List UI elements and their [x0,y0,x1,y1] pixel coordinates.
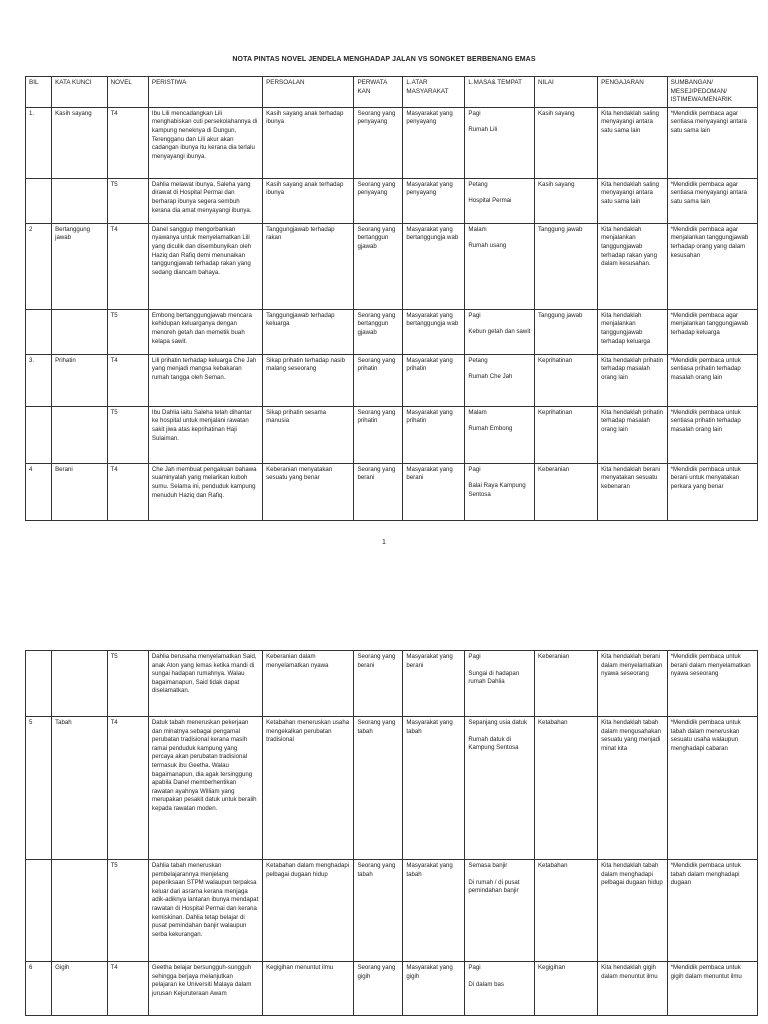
latar-masa-tempat-cell [465,860,535,962]
header-latar-masyarakat: L.ATAR MASYARAKAT [403,77,465,108]
header-peristiwa: PERISTIWA [148,77,262,108]
peristiwa-cell: Dahlia tabah meneruskan pembelajarannya menjelang peperiksaan STPM walaupun terpaksa keluar dari asrama kerana menjaga adik-adiknya lantaran ibunya mendapat rawatan di Hospital Permai dan kerana kemiskinan. Dahlia tetap belajar di pusat pemindahan banjir walaupun serba kekurangan. [148,860,262,962]
pengajaran-cell: Kita hendaklah menjalankan tanggungjawab terhadap rakan yang dalam kesusahan. [598,223,668,309]
latar-tempat-text: Hospital Permai [468,197,512,205]
persoalan-cell: Sikap prihatin sesama manusia [263,406,354,463]
latar-masa-tempat-cell [465,309,535,354]
kata-kunci-cell [52,178,107,223]
sumbangan-cell: *Mendidik pembaca agar sentiasa menyayangi antara satu sama lain [667,107,757,178]
sumbangan-cell: *Mendidik pembaca untuk sentiasa prihatin terhadap masalah orang lain [667,406,757,463]
header-nilai: NILAI [534,77,597,108]
latar-masyarakat-cell: Masyarakat yang bertanggungja wab [403,223,465,309]
latar-tempat-text: Rumah usang [468,242,507,250]
peristiwa-cell: Lili prihatin terhadap keluarga Che Jah yang menjadi mangsa kebakaran rumah tangga oleh Seman. [148,354,262,406]
peristiwa-cell: Dahlia melawat ibunya, Saleha yang dirawat di Hospital Permai dan berharap ibunya segera sembuh kerana dia amat menyayangi ibunya. [148,178,262,223]
sumbangan-cell: *Mendidik pembaca agar sentiasa menyayangi antara satu sama lain [667,178,757,223]
persoalan-cell: Tanggungjawab terhadap rakan [263,223,354,309]
persoalan-cell: Ketabahan meneruskan usaha mengekalkan perubatan tradisional [263,717,354,860]
pengajaran-cell: Kita hendaklah berani dalam menyelamatkan nyawa seseorang [598,651,668,717]
bil-cell [26,178,52,223]
table-row [26,107,758,178]
table-row [26,178,758,223]
header-persoalan: PERSOALAN [263,77,354,108]
novel-cell: T5 [107,860,148,962]
pengajaran-cell: Kita hendaklah prihatin terhadap masalah orang lain [598,354,668,406]
latar-masa-text: Pagi [468,653,481,660]
peristiwa-cell: Datuk tabah meneruskan pekerjaan dan minatnya sebagai pengamal perubatan tradisional kerana masih ramai penduduk kampung yang percaya akan perubatan tradisional termasuk ibu Geetha. Walau bagaimanapun, dia agak tersinggung apabila Danel memberhentikan rawatan ayahnya William yang merupakan pesakit datuk untuk beralih kepada rawatan moden. [148,717,262,860]
kata-kunci-cell [52,309,107,354]
latar-masyarakat-cell: Masyarakat yang prihatin [403,406,465,463]
pengajaran-cell: Kita hendaklah tabah dalam mengusahakan sesuatu yang menjadi minat kita [598,717,668,860]
table-row [26,406,758,463]
bil-cell: 5 [26,717,52,860]
latar-masa-text: Pagi [468,109,481,117]
sumbangan-cell: *Mendidik pembaca untuk tabah dalam menghadapi dugaan [667,860,757,962]
peristiwa-cell: Danel sanggup mengorbankan nyawanya untuk menyelamatkan Lili yang diculik dan disembunyikan oleh Haziq dan Rafiq demi menunaikan tanggungjawab terhadap rakan yang sedang diancam bahaya. [148,223,262,309]
peristiwa-cell: Embong bertanggungjawab mencara kehidupan keluarganya dengan menoreh getah dan memetik buah kelapa sawit. [148,309,262,354]
latar-tempat-text: Di dalam bas [468,980,504,988]
pengajaran-cell: Kita hendaklah saling menyayangi antara satu sama lain [598,178,668,223]
novel-cell: T4 [107,223,148,309]
pengajaran-cell: Kita hendaklah tabah dalam menghadapi pelbagai dugaan hidup [598,860,668,962]
bil-cell [26,309,52,354]
persoalan-cell: Keberanian dalam menyelamatkan nyawa [263,651,354,717]
latar-masyarakat-cell: Masyarakat yang bertanggungja wab [403,309,465,354]
pengajaran-cell: Kita hendaklah menjalankan tanggungjawab terhadap keluarga [598,309,668,354]
latar-masa-text: Malam [468,225,487,233]
header-row [26,77,758,108]
bil-cell: 4 [26,463,52,520]
bil-cell: 6 [26,962,52,1016]
perwatakan-cell: Seorang yang penyayang [354,178,403,223]
latar-masyarakat-cell: Masyarakat yang tabah [403,860,465,962]
latar-masa-tempat-cell [465,962,535,1016]
persoalan-cell: Ketabahan dalam menghadapi pelbagai dugaan hidup [263,860,354,962]
sumbangan-cell: *Mendidik pembaca untuk sentiasa prihatin terhadap masalah orang lain [667,354,757,406]
novel-cell: T4 [107,962,148,1016]
novel-cell: T5 [107,178,148,223]
latar-masa-text: Petang [468,180,488,188]
notes-table-page-2 [25,650,758,1016]
latar-masa-text: Pagi [468,964,481,971]
persoalan-cell: Kasih sayang anak terhadap ibunya [263,178,354,223]
latar-masa-text: Pagi [468,311,481,319]
persoalan-cell: Tanggungjawab terhadap keluarga [263,309,354,354]
peristiwa-cell: Che Jah membuat pengakuan bahawa suaminyalah yang melarikan kuboh sumu. Selama ini, penduduk kampung menuduh Haziq dan Rafiq. [148,463,262,520]
bil-cell [26,406,52,463]
kata-kunci-cell: Tabah [52,717,107,860]
bil-cell: 3. [26,354,52,406]
perwatakan-cell: Seorang yang berani [354,463,403,520]
kata-kunci-cell: Berani [52,463,107,520]
latar-masa-tempat-cell [465,178,535,223]
perwatakan-cell: Seorang yang tabah [354,717,403,860]
latar-tempat-text: Kebun getah dan sawit [468,328,531,336]
table-row [26,463,758,520]
novel-cell: T5 [107,651,148,717]
kata-kunci-cell [52,651,107,717]
notes-table-page-1 [25,76,758,521]
header-novel: NOVEL [107,77,148,108]
perwatakan-cell: Seorang yang prihatin [354,354,403,406]
pengajaran-cell: Kita hendaklah berani menyatakan sesuatu kebenaran [598,463,668,520]
latar-tempat-text: Balai Raya Kampung Sentosa [468,482,526,498]
perwatakan-cell: Seorang yang bertanggun gjawab [354,223,403,309]
pengajaran-cell: Kita hendaklah prihatin terhadap masalah orang lain [598,406,668,463]
persoalan-cell: Sikap prihatin terhadap nasib malang seseorang [263,354,354,406]
latar-masa-tempat-cell [465,463,535,520]
header-kata-kunci: KATA KUNCI [52,77,107,108]
nilai-cell: Tanggung jawab [534,223,597,309]
bil-cell: 2 [26,223,52,309]
nilai-cell: Keprihatinan [534,406,597,463]
latar-tempat-text: Rumah datuk di Kampung Sentosa [468,735,519,752]
nilai-cell: Tanggung jawab [534,309,597,354]
novel-cell: T4 [107,107,148,178]
peristiwa-cell: Geetha belajar bersungguh-sungguh sehingga berjaya melanjutkan pelajaran ke Universiti Malaya dalam jurusan Kejuruteraan Awam [148,962,262,1016]
header-bil: BIL [26,77,52,108]
table-body-page-1 [26,107,758,520]
kata-kunci-cell: Kasih sayang [52,107,107,178]
kata-kunci-cell: Bertanggung jawab [52,223,107,309]
bil-cell: 1. [26,107,52,178]
table-row [26,354,758,406]
perwatakan-cell: Seorang yang bertanggun gjawab [354,309,403,354]
table-row [26,962,758,1016]
latar-masyarakat-cell: Masyarakat yang tabah [403,717,465,860]
header-sumbangan: SUMBANGAN/ MESEJ/PEDOMAN/ ISTIMEWA/MENARIK [667,77,757,108]
novel-cell: T5 [107,406,148,463]
novel-cell: T4 [107,717,148,860]
bil-cell [26,651,52,717]
perwatakan-cell: Seorang yang penyayang [354,107,403,178]
sumbangan-cell: *Mendidik pembaca agar menjalankan tanggungjawab terhadap orang yang dalam kesusahan [667,223,757,309]
header-latar-masa-tempat: L.MASA& TEMPAT [465,77,535,108]
peristiwa-cell: Ibu Dahlia iaitu Saleha telah dihantar ke hospital untuk menjalani rawatan sakit jiwa atas keprihatinan Haji Sulaiman. [148,406,262,463]
persoalan-cell: Kegigihan menuntut ilmu [263,962,354,1016]
nilai-cell: Keberanian [534,651,597,717]
nilai-cell: Keprihatinan [534,354,597,406]
header-perwatakan: PERWATA KAN [354,77,403,108]
table-row [26,223,758,309]
nilai-cell: Keberanian [534,463,597,520]
latar-masa-tempat-cell [465,651,535,717]
nilai-cell: Ketabahan [534,717,597,860]
latar-masyarakat-cell: Masyarakat yang gigih [403,962,465,1016]
latar-masa-text: Sepanjang usia datuk [468,719,527,726]
persoalan-cell: Kasih sayang anak terhadap ibunya [263,107,354,178]
latar-masa-tempat-cell [465,354,535,406]
latar-masa-tempat-cell [465,223,535,309]
nilai-cell: Kegigihan [534,962,597,1016]
kata-kunci-cell [52,860,107,962]
persoalan-cell: Keberanian menyatakan sesuatu yang benar [263,463,354,520]
latar-masa-text: Malam [468,408,487,416]
novel-cell: T4 [107,463,148,520]
table-body-page-2 [26,651,758,1016]
nilai-cell: Ketabahan [534,860,597,962]
peristiwa-cell: Dahlia berusaha menyelamatkan Said, anak Aton yang lemas ketika mandi di sungai hadapan rumahnya. Walau bagaimanapun, Said tidak dapat diselamatkan. [148,651,262,717]
bil-cell [26,860,52,962]
table-row [26,309,758,354]
latar-masyarakat-cell: Masyarakat yang penyayang [403,178,465,223]
novel-cell: T5 [107,309,148,354]
nilai-cell: Kasih sayang [534,107,597,178]
table-row [26,651,758,717]
latar-masa-text: Petang [468,356,488,364]
nilai-cell: Kasih sayang [534,178,597,223]
latar-tempat-text: Sungai di hadapan rumah Dahlia [468,669,520,686]
latar-masyarakat-cell: Masyarakat yang penyayang [403,107,465,178]
table-row [26,717,758,860]
perwatakan-cell: Seorang yang gigih [354,962,403,1016]
perwatakan-cell: Seorang yang berani [354,651,403,717]
table-row [26,860,758,962]
pengajaran-cell: Kita hendaklah saling menyayangi antara satu sama lain [598,107,668,178]
latar-masyarakat-cell: Masyarakat yang berani [403,463,465,520]
sumbangan-cell: *Mendidik pembaca untuk tabah dalam meneruskan sesuatu usaha walaupun menghadapi cabaran [667,717,757,860]
page-number: 1 [382,539,386,546]
perwatakan-cell: Seorang yang tabah [354,860,403,962]
kata-kunci-cell: Prihatin [52,354,107,406]
page-title: NOTA PINTAS NOVEL JENDELA MENGHADAP JALAN VS SONGKET BERBENANG EMAS [232,56,536,63]
latar-tempat-text: Rumah Embong [468,425,513,433]
latar-masa-tempat-cell [465,717,535,860]
pengajaran-cell: Kita hendaklah gigih dalam menuntut ilmu [598,962,668,1016]
sumbangan-cell: *Mendidik pembaca untuk gigih dalam menuntut ilmu [667,962,757,1016]
latar-masa-tempat-cell [465,406,535,463]
latar-tempat-text: Rumah Lili [468,126,498,134]
kata-kunci-cell [52,406,107,463]
novel-cell: T4 [107,354,148,406]
latar-tempat-text: Rumah Che Jah [468,373,513,381]
latar-masyarakat-cell: Masyarakat yang prihatin [403,354,465,406]
latar-masyarakat-cell: Masyarakat yang berani [403,651,465,717]
latar-tempat-text: Di rumah / di pusat pemindahan banjir [468,878,520,895]
sumbangan-cell: *Mendidik pembaca untuk berani untuk menyatakan perkara yang benar [667,463,757,520]
latar-masa-text: Pagi [468,465,481,473]
sumbangan-cell: *Mendidik pembaca agar menjalankan tanggungjawab terhadap keluarga [667,309,757,354]
perwatakan-cell: Seorang yang prihatin [354,406,403,463]
header-pengajaran: PENGAJARAN [598,77,668,108]
latar-masa-text: Semasa banjir [468,862,508,869]
peristiwa-cell: Ibu Lili mencadangkan Lili menghabiskan cuti persekolahannya di kampung neneknya di Dungun, Terengganu dan Lili akur akan cadangan ibunya itu kerana dia terlalu menyayangi ibunya. [148,107,262,178]
latar-masa-tempat-cell [465,107,535,178]
sumbangan-cell: *Mendidik pembaca untuk berani dalam menyelamatkan nyawa seseorang [667,651,757,717]
kata-kunci-cell: Gigih [52,962,107,1016]
